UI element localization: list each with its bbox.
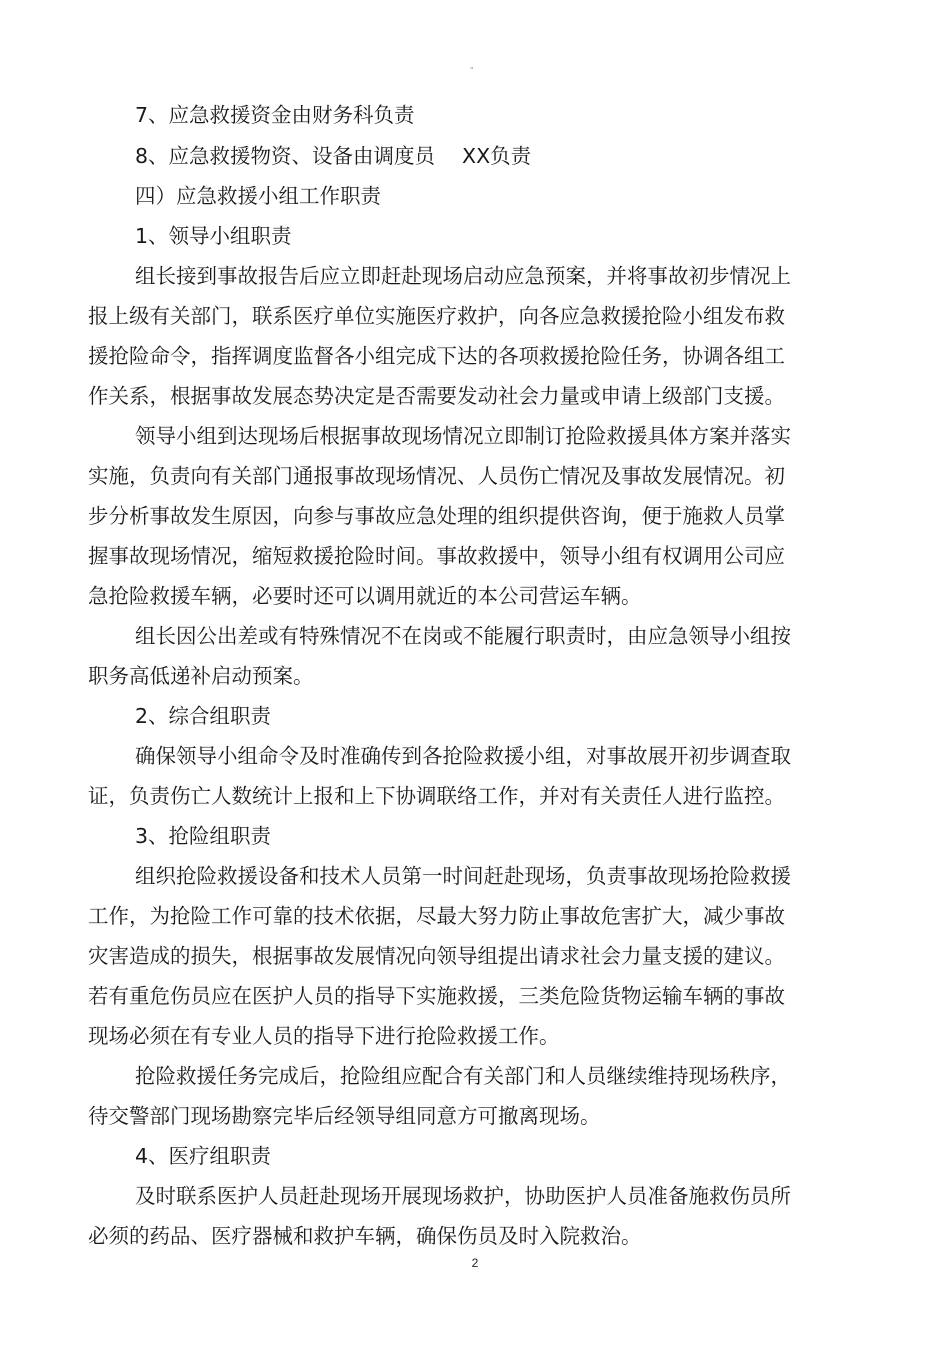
text-line: 急抢险救援车辆，必要时还可以调用就近的本公司营运车辆。 bbox=[88, 584, 642, 608]
subsection-heading: 1、领导小组职责 bbox=[135, 224, 292, 248]
text-line: 灾害造成的损失，根据事故发展情况向领导组提出请求社会力量支援的建议。 bbox=[88, 944, 785, 968]
text-line: 确保领导小组命令及时准确传到各抢险救援小组，对事故展开初步调查取 bbox=[135, 744, 791, 768]
text-line: 及时联系医护人员赶赴现场开展现场救护，协助医护人员准备施救伤员所 bbox=[135, 1184, 791, 1208]
text-line: 必须的药品、医疗器械和救护车辆，确保伤员及时入院救治。 bbox=[88, 1224, 642, 1248]
text-line: 组长接到事故报告后应立即赶赴现场启动应急预案，并将事故初步情况上 bbox=[135, 264, 791, 288]
text-line: 工作，为抢险工作可靠的技术依据，尽最大努力防止事故危害扩大，减少事故 bbox=[88, 904, 785, 928]
text-line: 待交警部门现场勘察完毕后经领导组同意方可撤离现场。 bbox=[88, 1104, 601, 1128]
text-line: 职务高低递补启动预案。 bbox=[88, 664, 314, 688]
text-line: 实施，负责向有关部门通报事故现场情况、人员伤亡情况及事故发展情况。初 bbox=[88, 464, 785, 488]
text-line: 组长因公出差或有特殊情况不在岗或不能履行职责时，由应急领导小组按 bbox=[135, 624, 791, 648]
text-line: 领导小组到达现场后根据事故现场情况立即制订抢险救援具体方案并落实 bbox=[135, 424, 791, 448]
text-line: 步分析事故发生原因，向参与事故应急处理的组织提供咨询，便于施救人员掌 bbox=[88, 504, 785, 528]
text-line: 7、应急救援资金由财务科负责 bbox=[135, 103, 415, 127]
text-line: 援抢险命令，指挥调度监督各小组完成下达的各项救援抢险任务，协调各组工 bbox=[88, 344, 785, 368]
subsection-heading: 2、综合组职责 bbox=[135, 704, 272, 728]
page-number: 2 bbox=[471, 1256, 479, 1270]
text-line: 证，负责伤亡人数统计上报和上下协调联络工作，并对有关责任人进行监控。 bbox=[88, 784, 785, 808]
subsection-heading: 3、抢险组职责 bbox=[135, 824, 272, 848]
text-line: 8、应急救援物资、设备由调度员 XX负责 bbox=[135, 144, 532, 168]
header-mark: " bbox=[470, 66, 474, 75]
section-heading: 四）应急救援小组工作职责 bbox=[135, 184, 381, 208]
text-line: 若有重危伤员应在医护人员的指导下实施救援，三类危险货物运输车辆的事故 bbox=[88, 984, 785, 1008]
text-line: 抢险救援任务完成后，抢险组应配合有关部门和人员继续维持现场秩序， bbox=[135, 1064, 791, 1088]
text-line: 作关系，根据事故发展态势决定是否需要发动社会力量或申请上级部门支援。 bbox=[88, 384, 785, 408]
text-line: 握事故现场情况，缩短救援抢险时间。事故救援中，领导小组有权调用公司应 bbox=[88, 544, 785, 568]
text-line: 组织抢险救援设备和技术人员第一时间赶赴现场，负责事故现场抢险救援 bbox=[135, 864, 791, 888]
text-line: 现场必须在有专业人员的指导下进行抢险救援工作。 bbox=[88, 1024, 560, 1048]
text-line: 报上级有关部门，联系医疗单位实施医疗救护，向各应急救援抢险小组发布救 bbox=[88, 304, 785, 328]
subsection-heading: 4、医疗组职责 bbox=[135, 1144, 272, 1168]
